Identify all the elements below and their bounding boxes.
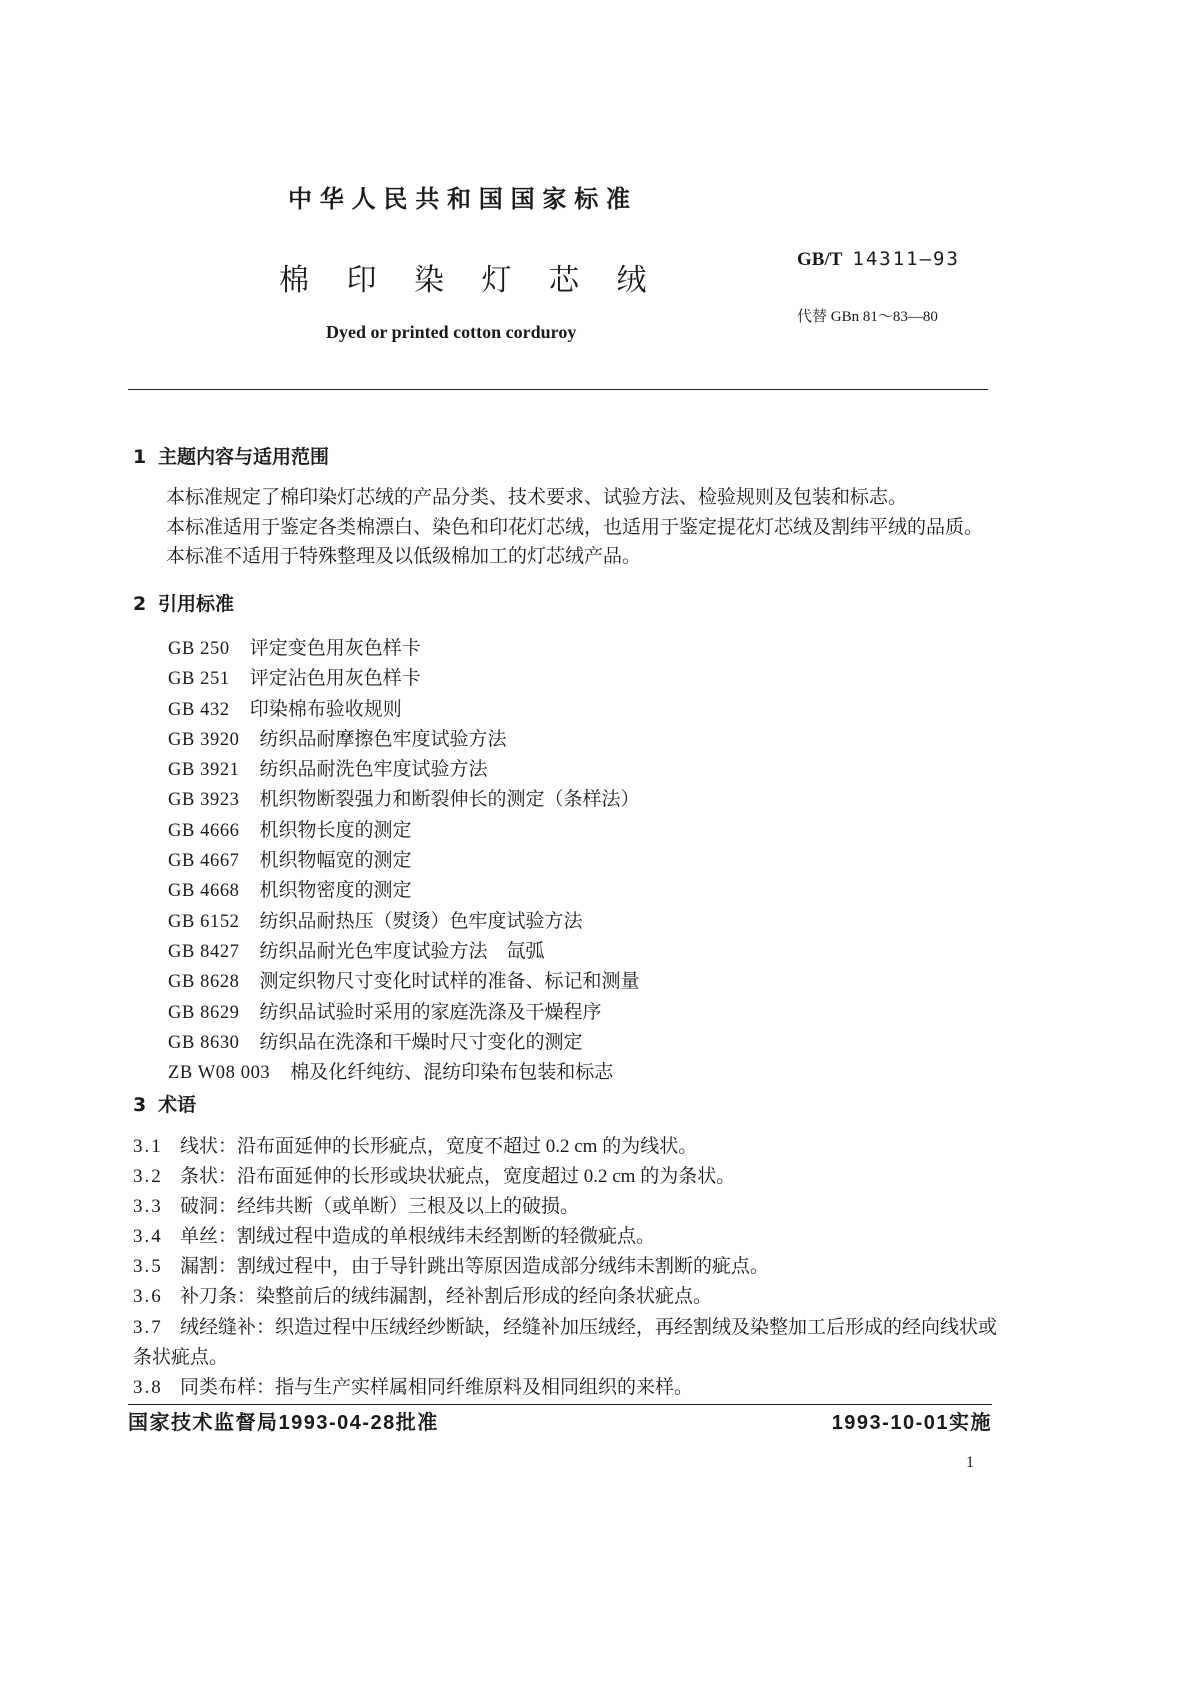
reference-code: GB 3921 <box>168 760 240 781</box>
reference-title: 纺织品耐洗色牢度试验方法 <box>259 759 488 781</box>
standard-code <box>797 246 960 274</box>
term-definition: 绒经缝补：织造过程中压绒经纱断缺，经缝补加压绒经，再经割绒及染整加工后形成的经向线状或条状疵点。 <box>133 1316 998 1368</box>
reference-item <box>168 846 640 876</box>
reference-code: GB 8629 <box>168 1002 240 1023</box>
section-heading-references <box>133 590 234 620</box>
paragraph: 本标准规定了棉印染灯芯绒的产品分类、技术要求、试验方法、检验规则及包装和标志。 <box>166 487 908 508</box>
section-heading-scope <box>133 443 329 473</box>
reference-title: 机织物密度的测定 <box>259 880 412 902</box>
paragraph: 本标准不适用于特殊整理及以低级棉加工的灯芯绒产品。 <box>166 546 642 568</box>
term-item <box>133 1222 1003 1252</box>
document-title-english: Dyed or printed cotton corduroy <box>326 322 577 342</box>
section-number: 2 <box>133 593 147 615</box>
section-title: 术语 <box>158 1094 197 1116</box>
reference-title: 测定织物尺寸变化时试样的准备、标记和测量 <box>259 971 640 993</box>
reference-code: GB 4667 <box>168 851 240 872</box>
term-definition: 条状：沿布面延伸的长形或块状疵点，宽度超过 0.2 cm 的为条状。 <box>180 1166 736 1188</box>
reference-code: GB 432 <box>168 699 230 720</box>
section-number: 3 <box>133 1094 147 1116</box>
reference-title: 棉及化纤纯纺、混纺印染布包装和标志 <box>290 1062 614 1084</box>
reference-title: 评定变色用灰色样卡 <box>249 638 421 659</box>
reference-item <box>168 998 640 1028</box>
reference-code: GB 3920 <box>168 729 240 750</box>
term-item <box>133 1373 1003 1403</box>
section-title: 引用标准 <box>158 593 235 615</box>
effective-date: 1993-10-01实施 <box>831 1412 992 1434</box>
term-list <box>133 1132 1003 1403</box>
standard-code-prefix: GB/T <box>797 249 843 270</box>
term-number: 3.6 <box>133 1286 163 1308</box>
reference-item <box>168 1028 640 1058</box>
section-number: 1 <box>133 446 147 468</box>
term-number: 3.2 <box>133 1166 163 1188</box>
reference-item <box>168 664 640 694</box>
page-number: 1 <box>966 1454 974 1471</box>
reference-title: 纺织品在洗涤和干燥时尺寸变化的测定 <box>259 1031 583 1053</box>
reference-title: 纺织品试验时采用的家庭洗涤及干燥程序 <box>259 1001 602 1023</box>
reference-code: GB 8630 <box>168 1032 240 1053</box>
term-number: 3.7 <box>133 1316 163 1338</box>
reference-item <box>168 755 640 785</box>
standard-code-number: 14311—93 <box>852 248 960 270</box>
reference-code: GB 4668 <box>168 881 240 902</box>
term-definition: 补刀条：染整前后的绒纬漏割，经补割后形成的经向条状疵点。 <box>180 1286 713 1308</box>
reference-title: 机织物幅宽的测定 <box>259 850 412 872</box>
footer-divider <box>128 1404 992 1405</box>
term-number: 3.5 <box>133 1256 163 1278</box>
section-heading-terms <box>133 1091 196 1121</box>
term-number: 3.4 <box>133 1226 163 1248</box>
reference-code: GB 6152 <box>168 911 240 932</box>
term-definition: 同类布样：指与生产实样属相同纤维原料及相同组织的来样。 <box>180 1376 694 1398</box>
scope-paragraphs <box>166 483 983 572</box>
reference-item <box>168 725 640 755</box>
reference-item <box>168 634 640 664</box>
term-definition: 单丝：割绒过程中造成的单根绒纬未经割断的轻微疵点。 <box>180 1226 656 1248</box>
term-item <box>133 1162 1003 1192</box>
reference-item <box>168 967 640 997</box>
reference-item <box>168 876 640 906</box>
reference-title: 纺织品耐热压（熨烫）色牢度试验方法 <box>259 910 583 932</box>
term-item <box>133 1132 1003 1162</box>
reference-code: ZB W08 003 <box>168 1063 271 1084</box>
reference-item <box>168 816 640 846</box>
term-definition: 漏割：割绒过程中，由于导针跳出等原因造成部分绒纬未割断的疵点。 <box>180 1256 770 1278</box>
reference-code: GB 4666 <box>168 820 240 841</box>
reference-title: 机织物长度的测定 <box>259 819 412 841</box>
header-divider <box>128 389 988 390</box>
term-item <box>133 1192 1003 1222</box>
reference-code: GB 250 <box>168 639 230 659</box>
term-definition: 破洞：经纬共断（或单断）三根及以上的破损。 <box>180 1196 580 1218</box>
reference-item <box>168 1058 640 1088</box>
term-item <box>133 1252 1003 1282</box>
reference-list <box>168 634 640 1088</box>
reference-item <box>168 907 640 937</box>
reference-title: 印染棉布验收规则 <box>249 698 402 720</box>
supersedes-note: 代替 GBn 81～83—80 <box>797 309 938 325</box>
reference-code: GB 251 <box>168 669 230 690</box>
reference-title: 评定沾色用灰色样卡 <box>249 668 421 690</box>
reference-code: GB 3923 <box>168 790 240 811</box>
reference-title: 纺织品耐摩擦色牢度试验方法 <box>259 728 507 750</box>
reference-item <box>168 695 640 725</box>
term-number: 3.8 <box>133 1376 163 1398</box>
reference-code: GB 8427 <box>168 941 240 962</box>
issuing-authority-title: 中华人民共和国国家标准 <box>288 185 638 213</box>
term-item <box>133 1282 1003 1312</box>
term-definition: 线状：沿布面延伸的长形疵点，宽度不超过 0.2 cm 的为线状。 <box>180 1136 698 1157</box>
paragraph: 本标准适用于鉴定各类棉漂白、染色和印花灯芯绒，也适用于鉴定提花灯芯绒及割纬平绒的品质。 <box>166 516 984 538</box>
document-title-chinese: 棉印染灯芯绒 <box>279 263 684 298</box>
term-item <box>133 1313 1003 1373</box>
reference-item <box>168 937 640 967</box>
reference-item <box>168 785 640 815</box>
section-title: 主题内容与适用范围 <box>158 446 330 468</box>
term-number: 3.1 <box>133 1136 163 1157</box>
reference-code: GB 8628 <box>168 972 240 993</box>
reference-title: 纺织品耐光色牢度试验方法 氙弧 <box>259 940 545 962</box>
term-number: 3.3 <box>133 1196 163 1218</box>
reference-title: 机织物断裂强力和断裂伸长的测定（条样法） <box>259 789 640 811</box>
approval-statement: 国家技术监督局1993-04-28批准 <box>128 1412 439 1434</box>
